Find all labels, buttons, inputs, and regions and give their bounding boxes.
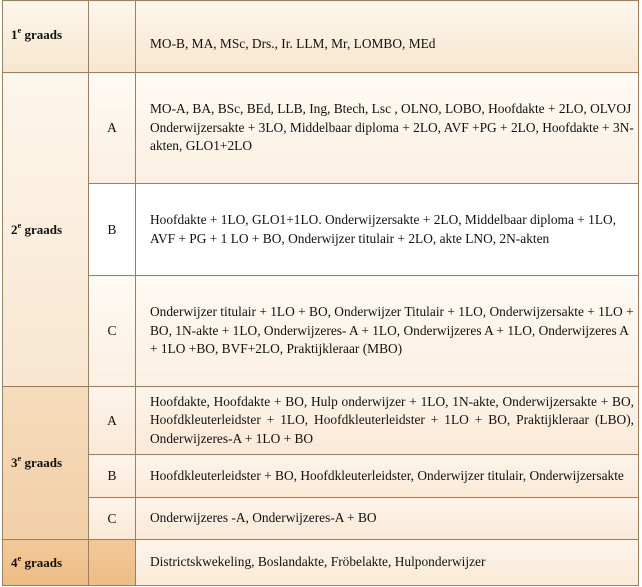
subgrade-label: A xyxy=(89,73,136,184)
table-row xyxy=(3,1,639,73)
table-row xyxy=(3,498,639,540)
subgrade-cell-empty xyxy=(89,1,136,73)
description-cell: Hoofdakte, Hoofdakte + BO, Hulp onderwijzer + 1LO, 1N-akte, Onderwijzersakte + BO, Hoofdkleuterleidster + 1LO, Hoofdkleuterleidster + 1LO + BO, Praktijkleraar (LBO), Onderwijzeres-A + 1LO + BO xyxy=(136,387,639,455)
description-line: MO-A, BA, BSc, BEd, LLB, Ing, Btech, Lsc , OLNO, LOBO, Hoofdakte + 2LO, OLVOJ xyxy=(150,101,632,117)
grade-number: 1 xyxy=(11,27,18,42)
table-row xyxy=(3,276,639,387)
subgrade-cell-empty xyxy=(89,540,136,586)
table-row xyxy=(3,540,639,586)
description-cell: Onderwijzeres -A, Onderwijzeres-A + BO xyxy=(136,498,639,540)
grade-number: 4 xyxy=(11,554,18,570)
subgrade-label: B xyxy=(89,184,136,276)
subgrade-label: B xyxy=(89,455,136,498)
grade-superscript: e xyxy=(17,453,22,463)
grade-cell-2 xyxy=(3,73,89,387)
grade-qualification-table xyxy=(2,0,639,586)
description-line: Onderwijzersakte + 3LO, Middelbaar diploma + 2LO, AVF +PG + 2LO, Hoofdakte + 3N-akten, GLO1+2LO xyxy=(150,119,634,154)
grade-word: graads xyxy=(21,27,63,42)
description-cell xyxy=(136,73,639,184)
subgrade-label: A xyxy=(89,387,136,455)
subgrade-label: C xyxy=(89,276,136,387)
table-row xyxy=(3,455,639,498)
grade-word: graads xyxy=(21,554,63,570)
grade-cell-4 xyxy=(3,540,89,586)
description-cell: Onderwijzer titulair + 1LO + BO, Onderwijzer Titulair + 1LO, Onderwijzersakte + 1LO + BO, 1N-akte + 1LO, Onderwijzeres- A + 1LO, Onderwijzeres A + 1LO, Onderwijzeres A + 1LO +BO, BVF+2LO, Praktijkleraar (MBO) xyxy=(136,276,639,387)
grade-superscript: e xyxy=(17,552,22,563)
table-row xyxy=(3,387,639,455)
description-cell: MO-B, MA, MSc, Drs., Ir. LLM, Mr, LOMBO, MEd xyxy=(136,1,639,73)
grade-cell-3 xyxy=(3,387,89,540)
description-cell: Districtskwekeling, Boslandakte, Fröbelakte, Hulponderwijzer xyxy=(136,540,639,586)
grade-number: 3 xyxy=(11,455,18,470)
grade-superscript: e xyxy=(17,25,22,35)
table-row xyxy=(3,184,639,276)
description-cell: Hoofdakte + 1LO, GLO1+1LO. Onderwijzersakte + 2LO, Middelbaar diploma + 1LO, AVF + PG + 1 LO + BO, Onderwijzer titulair + 2LO, akte LNO, 2N-akten xyxy=(136,184,639,276)
grade-superscript: e xyxy=(17,219,22,230)
grade-word: graads xyxy=(21,455,63,470)
subgrade-label: C xyxy=(89,498,136,540)
description-cell: Hoofdkleuterleidster + BO, Hoofdkleuterleidster, Onderwijzer titulair, Onderwijzersakte xyxy=(136,455,639,498)
grade-cell-1 xyxy=(3,1,89,73)
grade-word: graads xyxy=(21,221,63,237)
table-row xyxy=(3,73,639,184)
grade-number: 2 xyxy=(11,221,18,237)
